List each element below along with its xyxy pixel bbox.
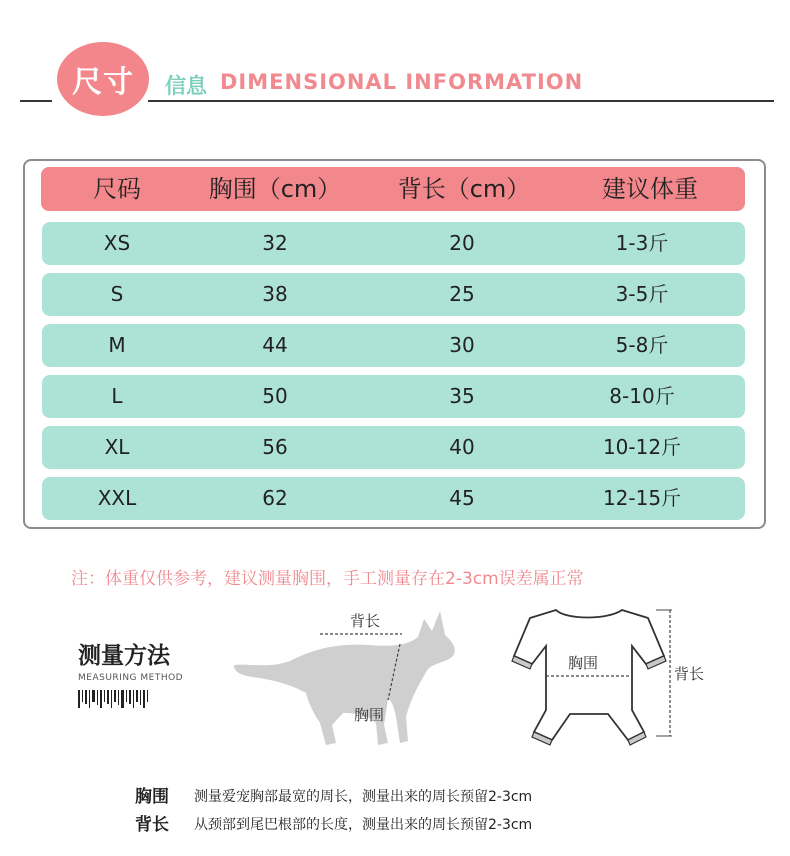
clothes-chest-label: 胸围	[568, 654, 599, 672]
cell-back: 30	[449, 333, 475, 357]
barcode-icon	[78, 690, 150, 708]
definition-text-back: 从颈部到尾巴根部的长度，测量出来的周长预留2-3cm	[194, 817, 533, 833]
method-subtitle: MEASURING METHOD	[78, 673, 184, 683]
clothes-back-label: 背长	[674, 665, 705, 683]
cell-chest: 62	[262, 486, 288, 510]
table-row	[42, 324, 745, 367]
header-chest: 胸围（cm）	[208, 175, 342, 203]
definition-term-chest: 胸围	[135, 787, 169, 807]
table-row	[42, 222, 745, 265]
table-row	[42, 477, 745, 520]
cell-chest: 32	[262, 231, 288, 255]
cat-back-label: 背长	[350, 612, 381, 630]
cell-size: L	[111, 384, 123, 408]
cell-weight: 1-3斤	[615, 231, 669, 255]
cell-back: 40	[449, 435, 475, 459]
definition-term-back: 背长	[135, 815, 169, 835]
cell-back: 25	[449, 282, 475, 306]
table-row	[42, 375, 745, 418]
cell-weight: 10-12斤	[602, 435, 682, 459]
cell-back: 45	[449, 486, 475, 510]
size-badge: 尺寸	[57, 42, 149, 116]
header-weight: 建议体重	[602, 175, 698, 203]
header-title-en: DIMENSIONAL INFORMATION	[220, 70, 584, 94]
cell-size: XL	[104, 435, 130, 459]
weight-note: 注：体重仅供参考，建议测量胸围，手工测量存在2-3cm误差属正常	[71, 569, 584, 589]
cell-size: XXL	[97, 486, 137, 510]
header-line-right	[148, 100, 774, 102]
cell-weight: 12-15斤	[602, 486, 682, 510]
table-header	[41, 167, 745, 211]
cell-chest: 50	[262, 384, 288, 408]
cell-size: M	[108, 333, 126, 357]
header-size: 尺码	[93, 175, 141, 203]
cat-back-measure-line	[318, 626, 404, 702]
header-back: 背长（cm）	[397, 175, 531, 203]
cell-size: S	[110, 282, 124, 306]
cell-back: 20	[449, 231, 475, 255]
cell-back: 35	[449, 384, 475, 408]
cell-chest: 38	[262, 282, 288, 306]
cat-chest-label: 胸围	[354, 706, 385, 724]
cell-size: XS	[103, 231, 131, 255]
header-title-cn: 信息	[165, 74, 207, 98]
header-line-left	[20, 100, 52, 102]
method-title: 测量方法	[78, 643, 170, 669]
table-row	[42, 273, 745, 316]
cell-chest: 56	[262, 435, 288, 459]
cell-weight: 3-5斤	[615, 282, 669, 306]
cell-chest: 44	[262, 333, 288, 357]
definition-text-chest: 测量爱宠胸部最宽的周长，测量出来的周长预留2-3cm	[194, 789, 533, 805]
cell-weight: 8-10斤	[609, 384, 675, 408]
table-row	[42, 426, 745, 469]
cell-weight: 5-8斤	[615, 333, 669, 357]
